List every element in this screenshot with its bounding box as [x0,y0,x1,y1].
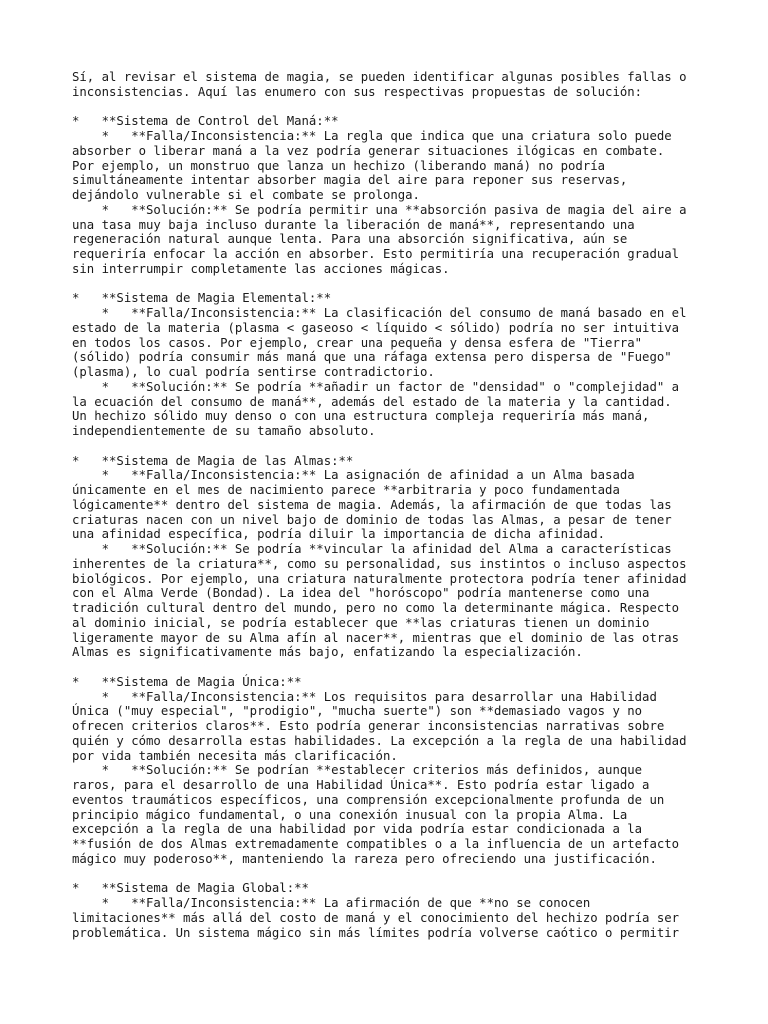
text-line: * **Falla/Inconsistencia:** Los requisitos para desarrollar una Habilidad [72,689,657,704]
text-line: en todos los casos. Por ejemplo, crear una pequeña y densa esfera de "Tierra" [72,335,643,350]
blank-line [72,660,712,675]
text-line: biológicos. Por ejemplo, una criatura naturalmente protectora podría tener afinidad [72,571,687,586]
text-line: simultáneamente intentar absorber magia del aire para reponer sus reservas, [72,173,628,188]
text-line: **fusión de dos Almas extremadamente compatibles o a la influencia de un artefacto [72,837,680,851]
text-line: ligeramente mayor de su Alma afín al nacer**, mientras que el dominio de las otras [72,630,680,645]
text-line: * **Sistema de Magia Única:** [72,674,302,689]
text-line: tradición cultural dentro del mundo, pero no como la determinante mágica. Respecto [72,601,680,615]
text-line: Almas es significativamente más bajo, enfatizando la especialización. [72,645,583,660]
text-line: excepción a la regla de una habilidad por vida podría estar condicionada a la [72,822,643,837]
text-line: * **Solución:** Se podría permitir una **absorción pasiva de magia del aire a [72,202,687,217]
text-line: * **Sistema de Control del Maná:** [72,114,339,129]
text-line: criaturas nacen con un nivel bajo de dominio de todas las Almas, a pesar de tener [72,512,672,527]
text-line: * **Solución:** Se podría **añadir un factor de "densidad" o "complejidad" a [72,379,680,394]
text-line: * **Sistema de Magia de las Almas:** [72,453,354,468]
blank-line [72,277,712,292]
text-line: quién y cómo desarrolla estas habilidades. La excepción a la regla de una habilidad [72,733,687,748]
text-line: estado de la materia (plasma < gaseoso < líquido < sólido) podría no ser intuitiva [72,320,680,335]
text-line: ofrecen criterios claros**. Esto podría generar inconsistencias narrativas sobre [72,719,665,733]
text-line: (sólido) podría consumir más maná que una ráfaga extensa pero dispersa de "Fuego" [72,350,672,365]
text-line: por vida también necesita más clarificación. [72,748,398,763]
text-line: * **Solución:** Se podría **vincular la afinidad del Alma a características [72,542,672,556]
text-line: * **Falla/Inconsistencia:** La asignación de afinidad a un Alma basada [72,468,635,483]
text-line: independientemente de su tamaño absoluto. [72,424,376,438]
text-line: raros, para el desarrollo de una Habilidad Única**. Esto podría estar ligado a [72,778,650,792]
text-line: lógicamente** dentro del sistema de magia. Además, la afirmación de que todas las [72,497,672,512]
text-line: una afinidad específica, podría diluir la importancia de dicha afinidad. [72,527,606,542]
text-line: con el Alma Verde (Bondad). La idea del "horóscopo" podría mantenerse como una [72,586,650,601]
text-line: * **Sistema de Magia Global:** [72,881,309,896]
text-line: principio mágico fundamental, o una conexión inusual con la propia Alma. La [72,807,628,822]
text-line: absorber o liberar maná a la vez podría generar situaciones ilógicas en combate. [72,143,665,158]
text-line: inconsistencias. Aquí las enumero con sus respectivas propuestas de solución: [72,84,643,99]
text-line: la ecuación del consumo de maná**, además del estado de la materia y la cantidad. [72,394,672,409]
text-line: una tasa muy baja incluso durante la liberación de maná**, representando una [72,217,635,232]
text-line: únicamente en el mes de nacimiento parece **arbitraria y poco fundamentada [72,483,620,497]
text-line: al dominio inicial, se podría establecer que **las criaturas tienen un dominio [72,615,650,630]
text-line: eventos traumáticos específicos, una comprensión excepcionalmente profunda de un [72,792,665,807]
text-line: * **Falla/Inconsistencia:** La regla que indica que una criatura solo puede [72,129,672,143]
text-line: * **Falla/Inconsistencia:** La afirmación de que **no se conocen [72,896,591,910]
text-line: * **Solución:** Se podrían **establecer criterios más definidos, aunque [72,763,643,778]
blank-line [72,439,712,454]
text-line: requeriría enfocar la acción en absorber. Esto permitiría una recuperación gradual [72,247,680,261]
document-page [72,70,712,940]
text-line: dejándolo vulnerable si el combate se prolonga. [72,188,420,202]
text-line: (plasma), lo cual podría sentirse contradictorio. [72,365,435,379]
text-line: regeneración natural aunque lenta. Para una absorción significativa, aún se [72,232,628,247]
text-line: inherentes de la criatura**, como su personalidad, sus instintos o incluso aspectos [72,556,687,571]
text-line: * **Falla/Inconsistencia:** La clasificación del consumo de maná basado en el [72,306,687,320]
blank-line [72,100,712,115]
text-line: Un hechizo sólido muy denso o con una estructura compleja requeriría más maná, [72,409,650,424]
text-line: problemática. Un sistema mágico sin más límites podría volverse caótico o permitir [72,925,680,940]
text-line: mágico muy poderoso**, manteniendo la rareza pero ofreciendo una justificación. [72,851,657,866]
text-line: Sí, al revisar el sistema de magia, se pueden identificar algunas posibles fallas o [72,70,687,84]
text-line: sin interrumpir completamente las acciones mágicas. [72,261,450,276]
text-line: Única ("muy especial", "prodigio", "mucha suerte") son **demasiado vagos y no [72,704,643,719]
blank-line [72,867,712,882]
text-line: Por ejemplo, un monstruo que lanza un hechizo (liberando maná) no podría [72,158,606,173]
text-line: * **Sistema de Magia Elemental:** [72,291,332,306]
text-line: limitaciones** más allá del costo de maná y el conocimiento del hechizo podría ser [72,910,680,925]
